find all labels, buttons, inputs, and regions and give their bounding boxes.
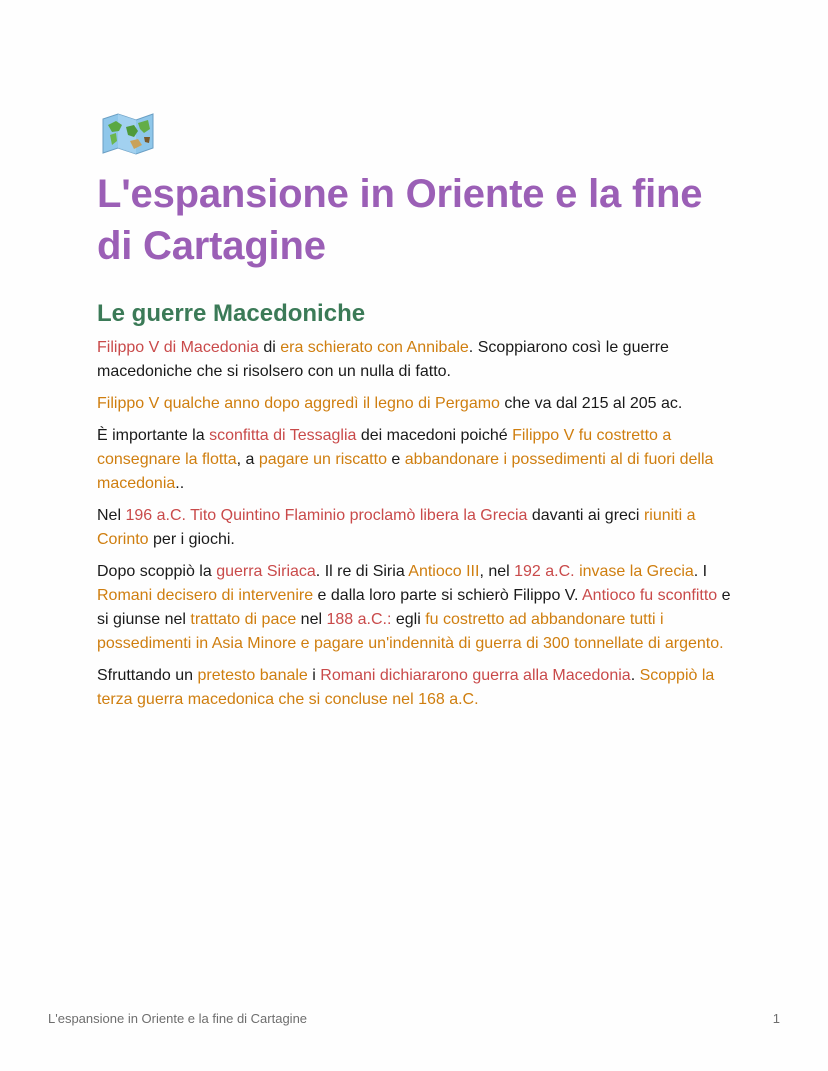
text-span: e dalla loro parte si schierò Filippo V. (313, 587, 582, 604)
paragraph (97, 424, 737, 496)
paragraph (97, 336, 737, 384)
highlight-red: 192 a.C. (514, 563, 575, 580)
text-span: , nel (479, 563, 515, 580)
highlight-red: 188 a.C.: (326, 611, 392, 628)
highlight-orange: era schierato con Annibale (280, 339, 469, 356)
text-span: , a (236, 451, 259, 468)
text-span: Sfruttando un (97, 667, 198, 684)
highlight-orange: fu costretto ad abbandonare tutti i possedimenti in Asia Minore e pagare un'indennità di guerra di 300 tonnellate di argento. (97, 611, 724, 652)
highlight-orange: Filippo V qualche anno dopo aggredì il legno di Pergamo (97, 395, 500, 412)
text-span: di (258, 339, 281, 356)
text-span: egli (391, 611, 426, 628)
highlight-orange: Romani decisero di intervenire (97, 587, 314, 604)
highlight-red: guerra Siriaca (216, 563, 316, 580)
highlight-orange: invase la Grecia (579, 563, 694, 580)
highlight-orange: Filippo V fu costretto a consegnare la flotta (97, 427, 672, 468)
paragraph (97, 560, 737, 656)
text-span: . (630, 667, 640, 684)
highlight-red: 196 a.C. Tito Quintino Flaminio proclamò libera la Grecia (125, 507, 528, 524)
text-span: davanti ai greci (527, 507, 644, 524)
text-span: dei macedoni poiché (356, 427, 513, 444)
highlight-red: sconfitta di Tessaglia (209, 427, 357, 444)
paragraph (97, 664, 737, 712)
text-span: Nel (97, 507, 126, 524)
highlight-orange: riuniti a Corinto (97, 507, 696, 548)
footer-page-number: 1 (772, 1011, 780, 1026)
paragraph (97, 504, 737, 552)
text-span: .. (175, 475, 185, 492)
text-span: i (307, 667, 321, 684)
text-span: . I (693, 563, 708, 580)
highlight-red: Filippo V di Macedonia (97, 339, 259, 356)
highlight-orange: trattato di pace (190, 611, 297, 628)
text-span: nel (296, 611, 327, 628)
highlight-red: Antioco fu sconfitto (582, 587, 718, 604)
body-text (97, 336, 737, 720)
highlight-red: Romani dichiararono guerra alla Macedonia (320, 667, 631, 684)
text-span: per i giochi. (148, 531, 235, 548)
highlight-orange: Scoppiò la terza guerra macedonica che si concluse nel 168 a.C. (97, 667, 715, 708)
text-span: e si giunse nel (97, 587, 731, 628)
world-map-icon (100, 111, 156, 155)
text-span: . Scoppiarono così le guerre macedoniche che si risolsero con un nulla di fatto. (97, 339, 669, 380)
highlight-orange: abbandonare i possedimenti al di fuori della macedonia (97, 451, 714, 492)
paragraph (97, 392, 737, 416)
text-span: e (386, 451, 405, 468)
text-span: Dopo scoppiò la (97, 563, 217, 580)
highlight-orange: Antioco III (408, 563, 480, 580)
text-span: che va dal 215 al 205 ac. (499, 395, 683, 412)
highlight-orange: pretesto banale (197, 667, 308, 684)
text-span: È importante la (97, 427, 210, 444)
page-title: L'espansione in Oriente e la fine di Cartagine (97, 172, 703, 268)
highlight-orange: pagare un riscatto (258, 451, 387, 468)
text-span: . Il re di Siria (315, 563, 409, 580)
footer-document-title: L'espansione in Oriente e la fine di Cartagine (48, 1011, 308, 1026)
section-heading: Le guerre Macedoniche (97, 300, 366, 327)
